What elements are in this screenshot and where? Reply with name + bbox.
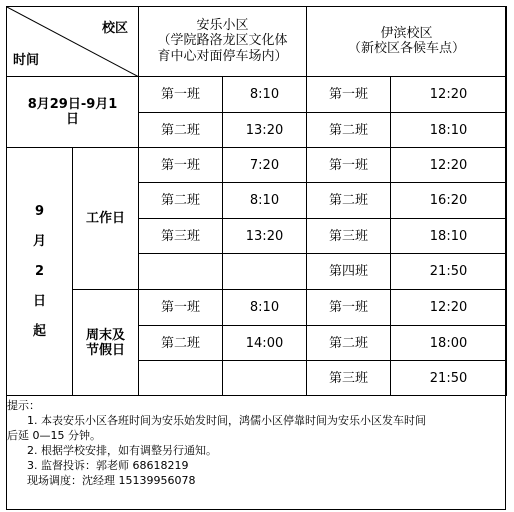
- campus-a-note-2: 育中心对面停车场内）: [157, 49, 288, 64]
- campus-a-class: 第一班: [139, 148, 223, 183]
- campus-a-class: 第二班: [139, 183, 223, 219]
- period2-label-char: 9: [34, 203, 45, 219]
- campus-a-header: [139, 7, 307, 77]
- campus-b-class: 第三班: [307, 361, 391, 396]
- campus-b-class: 第一班: [307, 290, 391, 326]
- campus-b-time: 18:00: [391, 326, 507, 361]
- campus-b-header: [307, 7, 507, 77]
- campus-b-class: 第二班: [307, 326, 391, 361]
- weekend-label: [73, 290, 139, 396]
- campus-a-class: [139, 361, 223, 396]
- period2-label-char: 月: [32, 233, 46, 249]
- bus-schedule-table: [6, 6, 507, 396]
- notes-title: 提示：: [7, 399, 40, 412]
- campus-b-class: 第三班: [307, 219, 391, 254]
- campus-b-class: 第一班: [307, 148, 391, 183]
- campus-b-time: 12:20: [391, 290, 507, 326]
- campus-a-class: 第二班: [139, 326, 223, 361]
- campus-a-time: 14:00: [223, 326, 307, 361]
- campus-b-time: 18:10: [391, 113, 507, 148]
- period2-label-char: 日: [32, 293, 46, 309]
- campus-a-time: 13:20: [223, 219, 307, 254]
- campus-b-time: 21:50: [391, 361, 507, 396]
- table-row: [7, 148, 507, 183]
- workday-label: 工作日: [73, 148, 139, 290]
- note-2: 2. 根据学校安排，如有调整另行通知。: [27, 444, 217, 457]
- campus-b-time: 12:20: [391, 148, 507, 183]
- note-1-continued: 后延 0—15 分钟。: [7, 429, 101, 442]
- note-1: 1. 本表安乐小区各班时间为安乐始发时间，鸿儒小区停靠时间为安乐小区发车时间: [27, 414, 426, 427]
- campus-a-time: 8:10: [223, 77, 307, 113]
- period2-label-char: 起: [32, 323, 46, 339]
- table-row: [7, 77, 507, 113]
- campus-a-time: 8:10: [223, 183, 307, 219]
- campus-b-time: 12:20: [391, 77, 507, 113]
- corner-campus-label: 校区: [101, 21, 128, 36]
- campus-b-time: 18:10: [391, 219, 507, 254]
- campus-b-name: 伊滨校区: [380, 26, 433, 41]
- weekend-label-line1: 周末及: [85, 327, 125, 343]
- note-dispatch: 现场调度：沈经理 15139956078: [27, 474, 196, 487]
- period1-label: [7, 77, 139, 148]
- corner-time-label: 时间: [13, 53, 40, 68]
- campus-a-time: 8:10: [223, 290, 307, 326]
- weekend-label-line2: 节假日: [85, 342, 125, 358]
- campus-b-class: 第二班: [307, 183, 391, 219]
- campus-a-time: 13:20: [223, 113, 307, 148]
- campus-a-time: [223, 254, 307, 290]
- campus-a-class: 第三班: [139, 219, 223, 254]
- campus-a-name: 安乐小区: [196, 18, 249, 33]
- campus-a-class: [139, 254, 223, 290]
- campus-b-class: 第四班: [307, 254, 391, 290]
- note-3: 3. 监督投诉：郭老师 68618219: [27, 459, 189, 472]
- campus-a-time: 7:20: [223, 148, 307, 183]
- campus-a-class: 第二班: [139, 113, 223, 148]
- campus-a-class: 第一班: [139, 290, 223, 326]
- campus-a-time: [223, 361, 307, 396]
- campus-a-note-1: （学院路洛龙区文化体: [157, 33, 288, 48]
- period1-label-line1: 8月29日-9月1: [27, 97, 118, 112]
- period2-label-char: 2: [34, 263, 45, 279]
- campus-b-class: 第二班: [307, 113, 391, 148]
- period2-vertical-label: [7, 148, 73, 396]
- table-row: [7, 290, 507, 326]
- header-row: [7, 7, 507, 77]
- campus-b-class: 第一班: [307, 77, 391, 113]
- campus-b-note: （新校区各候车点）: [348, 41, 466, 56]
- period1-label-line2: 日: [65, 112, 79, 127]
- campus-b-time: 16:20: [391, 183, 507, 219]
- campus-b-time: 21:50: [391, 254, 507, 290]
- header-corner-cell: [7, 7, 139, 77]
- notes-section: [7, 398, 504, 488]
- campus-a-class: 第一班: [139, 77, 223, 113]
